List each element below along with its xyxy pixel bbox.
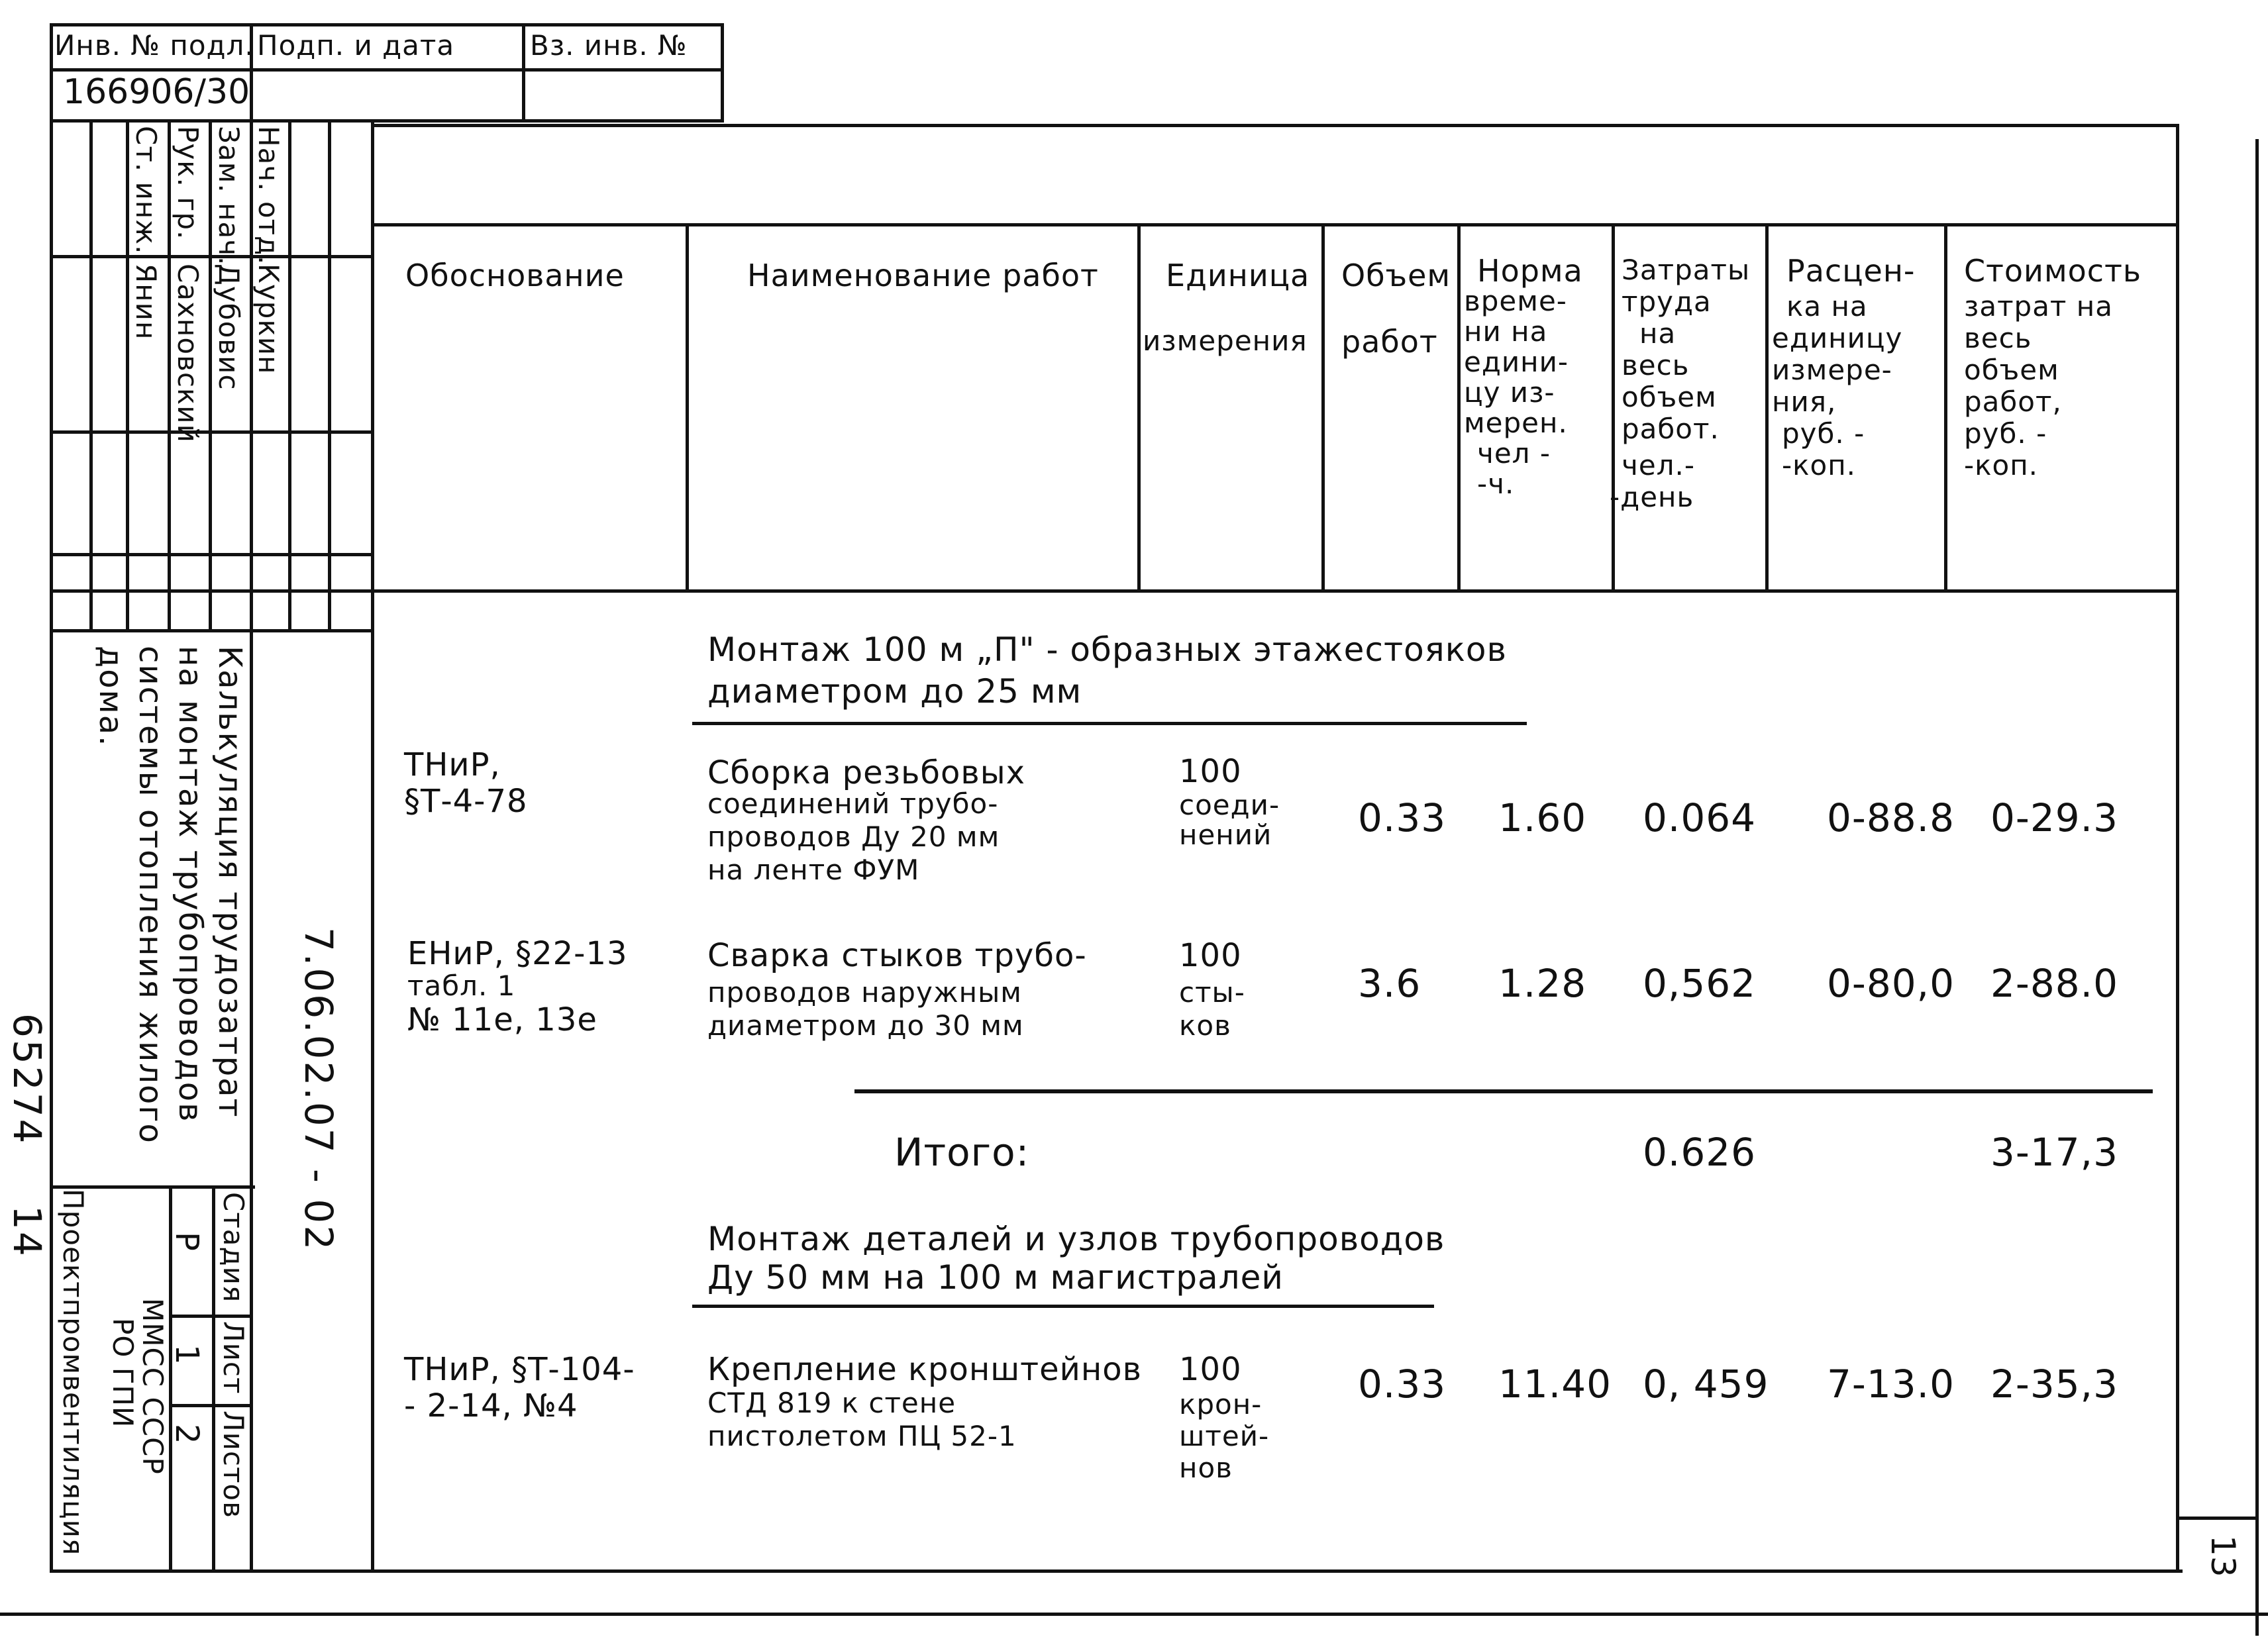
header-cost-line: -коп. — [1964, 449, 2039, 481]
row-cost: 0-29.3 — [1990, 795, 2118, 840]
row-name-line: соединений трубо- — [707, 787, 999, 820]
header-labor-line: на — [1639, 317, 1676, 350]
header-name: Наименование работ — [747, 258, 1099, 293]
sheet-value: 1 — [168, 1344, 205, 1365]
header-labor-line: Затраты — [1622, 254, 1751, 286]
row-name-line: проводов Ду 20 мм — [707, 821, 1000, 853]
archive-sheet: 14 — [5, 1205, 50, 1258]
sheet-label: Лист — [217, 1321, 250, 1395]
header-labor-line: чел.- — [1622, 449, 1696, 481]
row-unit-line: штей- — [1179, 1420, 1270, 1452]
name-kurkin: Куркин — [252, 264, 285, 375]
header-basis: Обоснование — [405, 258, 625, 293]
role-zam-nach: Зам. нач. — [213, 126, 245, 266]
doc-title-line-2: на монтаж трубопроводов — [172, 646, 209, 1123]
row-cost: 2-35,3 — [1990, 1362, 2118, 1407]
header-rate-line: Расцен- — [1786, 253, 1916, 289]
header-labor-line: -день — [1610, 481, 1694, 513]
header-norm-line: чел - — [1477, 437, 1551, 470]
inv-podl-label: Инв. № подл. — [54, 29, 254, 62]
podp-data-label: Подп. и дата — [257, 29, 455, 62]
row-norm: 1.28 — [1498, 961, 1587, 1006]
doc-code: 7.06.02.07 - 02 — [296, 927, 341, 1252]
row-norm: 1.60 — [1498, 795, 1587, 840]
doc-title-line-3: системы отопления жилого — [132, 646, 169, 1144]
row-labor: 0, 459 — [1643, 1362, 1769, 1407]
row-name-line: СТД 819 к стене — [707, 1387, 956, 1419]
row-basis-line: - 2-14, №4 — [404, 1387, 578, 1424]
org-line-2: РО ГПИ — [107, 1318, 139, 1428]
row-volume: 0.33 — [1358, 1362, 1447, 1407]
header-norm-line: мерен. — [1464, 407, 1568, 439]
row-labor: 0,562 — [1643, 961, 1757, 1006]
row-unit-line: крон- — [1179, 1388, 1263, 1420]
row-basis-line: табл. 1 — [407, 970, 516, 1002]
header-labor-line: труда — [1622, 285, 1712, 318]
row-name-line: Сварка стыков трубо- — [707, 937, 1087, 974]
header-cost-line: затрат на — [1964, 290, 2113, 323]
total-labor: 0.626 — [1643, 1130, 1757, 1175]
doc-title-line-4: дома. — [92, 646, 129, 748]
header-norm-line: Норма — [1477, 253, 1583, 289]
row-name-line: Сборка резьбовых — [707, 754, 1025, 791]
header-volume-2: работ — [1341, 324, 1438, 360]
row-unit-line: соеди- — [1179, 789, 1280, 821]
role-st-inzh: Ст. инж. — [130, 126, 162, 255]
name-sakhnovsky: Сахновский — [172, 264, 204, 443]
section-2-title-line-2: Ду 50 мм на 100 м магистралей — [707, 1258, 1284, 1297]
header-cost-line: Стоимость — [1964, 253, 2141, 289]
row-unit-line: 100 — [1179, 1351, 1242, 1388]
doc-title-line-1: Калькуляция трудозатрат — [211, 646, 248, 1119]
header-cost-line: работ, — [1964, 385, 2062, 418]
header-norm-line: -ч. — [1477, 468, 1515, 500]
row-rate: 0-80,0 — [1827, 961, 1955, 1006]
header-norm-line: ни на — [1464, 315, 1548, 348]
header-norm-line: време- — [1464, 285, 1567, 317]
row-rate: 7-13.0 — [1827, 1362, 1955, 1407]
stage-value: Р — [168, 1232, 205, 1251]
header-unit-2: измерения — [1143, 324, 1308, 357]
page-number: 13 — [2204, 1535, 2242, 1577]
org-line-1: ММСС СССР — [136, 1298, 169, 1475]
row-name-line: проводов наружным — [707, 976, 1022, 1009]
row-norm: 11.40 — [1498, 1362, 1612, 1407]
inv-podl-value: 166906/30 — [63, 72, 250, 112]
section-1-title-line-2: диаметром до 25 мм — [707, 672, 1082, 711]
header-rate-line: ния, — [1772, 385, 1837, 418]
header-rate-line: единицу — [1772, 322, 1903, 354]
header-rate-line: -коп. — [1782, 449, 1857, 481]
row-labor: 0.064 — [1643, 795, 1757, 840]
header-volume-1: Объем — [1341, 258, 1451, 293]
row-unit-line: нений — [1179, 819, 1272, 851]
header-rate-line: измере- — [1772, 354, 1892, 386]
sheets-label: Листов — [217, 1411, 250, 1519]
row-name-line: диаметром до 30 мм — [707, 1009, 1024, 1042]
row-basis-line: §Т-4-78 — [404, 783, 528, 820]
header-norm-line: едини- — [1464, 346, 1569, 378]
row-unit-line: 100 — [1179, 937, 1242, 974]
row-basis-line: ТНиР, §Т-104- — [404, 1351, 635, 1388]
name-dubovis: Дубовис — [213, 264, 245, 391]
stage-label: Стадия — [217, 1192, 250, 1303]
header-rate-line: руб. - — [1782, 417, 1865, 450]
section-2-title-line-1: Монтаж деталей и узлов трубопроводов — [707, 1220, 1445, 1258]
row-name-line: на ленте ФУМ — [707, 854, 920, 886]
header-labor-line: работ. — [1622, 413, 1720, 445]
role-nach-otd: Нач. отд. — [252, 126, 285, 266]
role-ruk-gr: Рук. гр. — [172, 126, 204, 240]
header-rate-line: ка на — [1786, 290, 1868, 323]
row-unit-line: нов — [1179, 1452, 1233, 1484]
row-volume: 0.33 — [1358, 795, 1447, 840]
row-unit-line: ков — [1179, 1009, 1231, 1042]
name-yanin: Янин — [130, 264, 162, 340]
row-rate: 0-88.8 — [1827, 795, 1955, 840]
row-unit-line: 100 — [1179, 753, 1242, 790]
org-line-3: Проектпромвентиляция — [57, 1189, 89, 1556]
row-basis-line: ЕНиР, §22-13 — [407, 935, 628, 972]
section-1-title-line-1: Монтаж 100 м „П" - образных этажестояков — [707, 630, 1507, 669]
header-cost-line: руб. - — [1964, 417, 2047, 450]
header-labor-line: весь — [1622, 349, 1690, 381]
sheets-value: 2 — [168, 1424, 205, 1444]
archive-number: 65274 — [5, 1013, 50, 1146]
row-name-line: пистолетом ПЦ 52-1 — [707, 1420, 1017, 1452]
row-cost: 2-88.0 — [1990, 961, 2118, 1006]
row-unit-line: сты- — [1179, 976, 1245, 1009]
header-cost-line: весь — [1964, 322, 2032, 354]
row-volume: 3.6 — [1358, 961, 1421, 1006]
row-name-line: Крепление кронштейнов — [707, 1351, 1142, 1388]
row-basis-line: ТНиР, — [404, 746, 501, 783]
vz-inv-label: Вз. инв. № — [530, 29, 688, 62]
total-cost: 3-17,3 — [1990, 1130, 2118, 1175]
header-unit-1: Единица — [1166, 258, 1310, 293]
header-norm-line: цу из- — [1464, 376, 1555, 409]
header-cost-line: объем — [1964, 354, 2059, 386]
total-label: Итого: — [894, 1130, 1030, 1175]
header-labor-line: объем — [1622, 381, 1717, 413]
row-basis-line: № 11е, 13е — [407, 1001, 597, 1038]
